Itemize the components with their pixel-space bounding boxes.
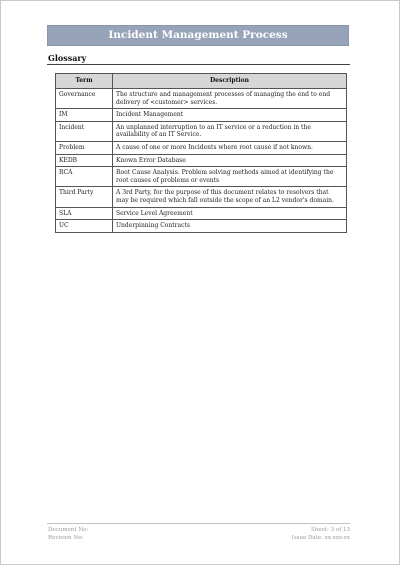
document-title: Incident Management Process bbox=[47, 25, 349, 46]
description-cell: Service Level Agreement bbox=[113, 207, 347, 220]
footer-divider bbox=[47, 523, 350, 524]
description-cell: Underpinning Contracts bbox=[113, 220, 347, 233]
term-cell: IM bbox=[56, 109, 113, 122]
table-row bbox=[56, 141, 347, 154]
description-cell: An unplanned interruption to an IT service or a reduction in the availability of an IT Service. bbox=[113, 121, 347, 141]
table-header-row bbox=[56, 74, 347, 89]
term-cell: Third Party bbox=[56, 187, 113, 207]
description-cell: Incident Management bbox=[113, 109, 347, 122]
document-no-label: Document No: bbox=[48, 527, 89, 533]
revision-no-label: Revision No: bbox=[48, 535, 84, 541]
column-header-description: Description bbox=[113, 74, 347, 89]
footer-right bbox=[292, 526, 350, 542]
term-cell: Incident bbox=[56, 121, 113, 141]
term-cell: UC bbox=[56, 220, 113, 233]
description-cell: A 3rd Party, for the purpose of this document relates to resolvers that may be required which fall outside the scope of an L2 vendor's domain. bbox=[113, 187, 347, 207]
description-cell: A cause of one or more Incidents where root cause if not known. bbox=[113, 141, 347, 154]
footer-left bbox=[48, 526, 88, 542]
table-row bbox=[56, 220, 347, 233]
description-cell: Known Error Database bbox=[113, 154, 347, 167]
column-header-term: Term bbox=[56, 74, 113, 89]
description-cell: Root Cause Analysis. Problem solving methods aimed at identifying the root causes of problems or events bbox=[113, 167, 347, 187]
term-cell: Problem bbox=[56, 141, 113, 154]
heading-divider bbox=[47, 64, 350, 65]
glossary-heading: Glossary bbox=[48, 53, 87, 63]
table-row bbox=[56, 187, 347, 207]
glossary-table bbox=[55, 73, 347, 233]
issue-date: Issue Date: xx-xxx-xx bbox=[291, 535, 350, 541]
table-row bbox=[56, 89, 347, 109]
term-cell: RCA bbox=[56, 167, 113, 187]
term-cell: SLA bbox=[56, 207, 113, 220]
table-row bbox=[56, 154, 347, 167]
description-cell: The structure and management processes of managing the end to end delivery of <customer> services. bbox=[113, 89, 347, 109]
table-row bbox=[56, 167, 347, 187]
term-cell: Governance bbox=[56, 89, 113, 109]
table-row bbox=[56, 207, 347, 220]
sheet-number: Sheet: 3 of 13 bbox=[311, 527, 350, 533]
term-cell: KEDB bbox=[56, 154, 113, 167]
table-row bbox=[56, 121, 347, 141]
table-row bbox=[56, 109, 347, 122]
